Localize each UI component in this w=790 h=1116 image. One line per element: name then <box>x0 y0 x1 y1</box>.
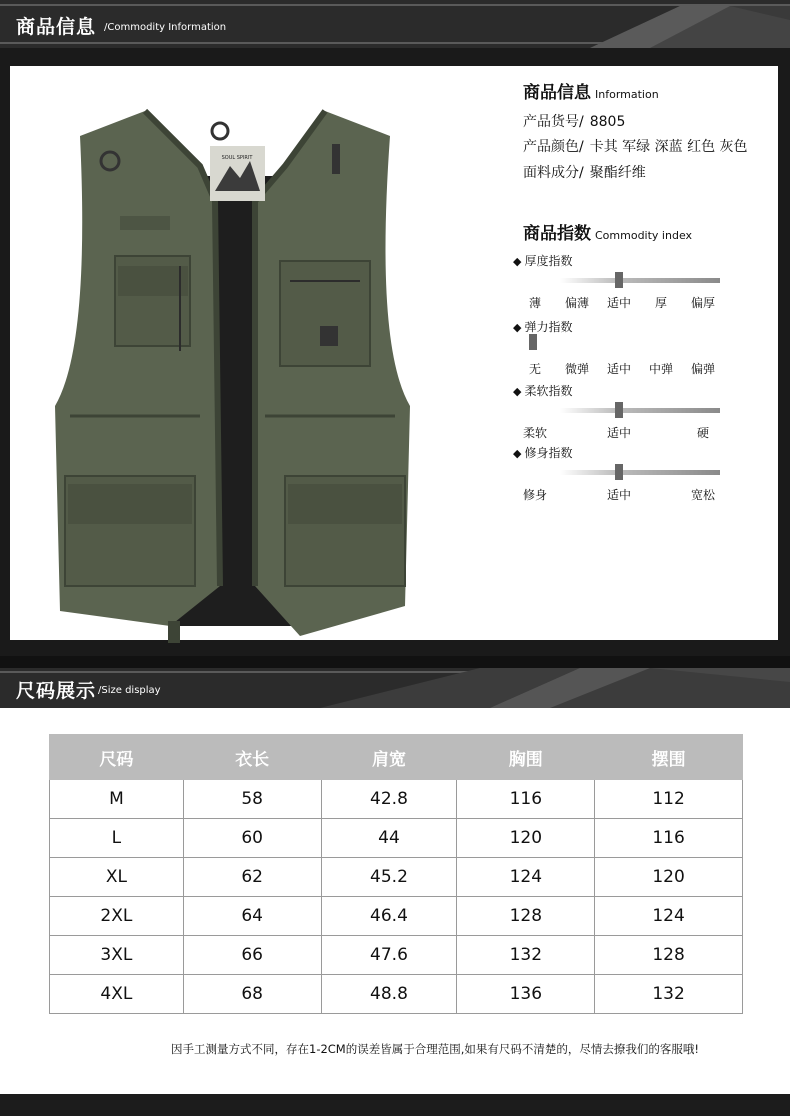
svg-text:SOUL SPIRIT: SOUL SPIRIT <box>221 155 253 161</box>
index-label <box>513 318 572 335</box>
index-tick-label: 适中 <box>606 296 632 310</box>
index-track <box>560 470 720 475</box>
diamond-bullet-icon: ◆ <box>513 447 522 460</box>
index-label <box>513 382 572 399</box>
index-tick-label: 厚 <box>654 296 668 310</box>
table-cell: 48.8 <box>321 975 457 1014</box>
info-line-sku <box>523 111 625 131</box>
table-cell: 66 <box>183 936 321 975</box>
size-display-title: 尺码展示 <box>16 680 97 702</box>
index-heading-en: Commodity index <box>595 229 693 242</box>
column-header: 尺码 <box>50 735 184 780</box>
commodity-info-header <box>0 0 790 48</box>
index-track <box>560 344 720 349</box>
info-value: 卡其 军绿 深蓝 红色 灰色 <box>589 139 748 155</box>
column-header: 胸围 <box>457 735 595 780</box>
table-row <box>50 819 743 858</box>
info-heading-cn: 商品信息 <box>523 83 591 103</box>
info-heading-en: Information <box>595 88 659 101</box>
index-tick-label: 适中 <box>606 488 632 502</box>
footer-bar <box>0 1094 790 1116</box>
table-cell: 60 <box>183 819 321 858</box>
index-knob <box>615 464 623 480</box>
table-cell: 64 <box>183 897 321 936</box>
table-cell: 116 <box>595 819 743 858</box>
index-tick-label: 适中 <box>606 426 632 440</box>
table-row <box>50 858 743 897</box>
table-cell: 47.6 <box>321 936 457 975</box>
table-cell: 124 <box>457 858 595 897</box>
index-knob <box>615 272 623 288</box>
index-tick-label: 无 <box>528 362 542 376</box>
size-table-body <box>50 780 743 1014</box>
table-row <box>50 780 743 819</box>
table-cell: 128 <box>457 897 595 936</box>
info-label: 产品货号/ <box>523 114 584 130</box>
table-cell: 3XL <box>50 936 184 975</box>
index-tick-label: 薄 <box>528 296 542 310</box>
info-line-colors <box>523 136 748 156</box>
index-tick-label: 硬 <box>696 426 710 440</box>
column-header: 摆围 <box>595 735 743 780</box>
table-cell: 45.2 <box>321 858 457 897</box>
table-cell: 2XL <box>50 897 184 936</box>
diamond-bullet-icon: ◆ <box>513 321 522 334</box>
table-cell: 4XL <box>50 975 184 1014</box>
index-track <box>560 278 720 283</box>
table-cell: 68 <box>183 975 321 1014</box>
index-tick-label: 宽松 <box>690 488 716 502</box>
info-label: 面料成分/ <box>523 165 584 181</box>
index-tick-label: 柔软 <box>522 426 548 440</box>
size-display-header <box>0 668 790 708</box>
info-value: 8805 <box>589 114 626 130</box>
table-cell: XL <box>50 858 184 897</box>
table-cell: 132 <box>457 936 595 975</box>
vest-product-image <box>50 106 430 651</box>
index-track <box>560 408 720 413</box>
index-label <box>513 252 572 269</box>
index-label-text: 柔软指数 <box>524 384 573 398</box>
table-cell: 120 <box>457 819 595 858</box>
table-cell: 44 <box>321 819 457 858</box>
index-knob <box>529 334 537 350</box>
measurement-note: 因手工测量方式不同，存在1-2CM的误差皆属于合理范围,如果有尺码不清楚的，尽情去撩我们的客服哦! <box>171 1042 699 1056</box>
index-label <box>513 444 572 461</box>
table-cell: 58 <box>183 780 321 819</box>
index-tick-label: 偏薄 <box>564 296 590 310</box>
header-facet-decoration <box>320 668 790 708</box>
info-value: 聚酯纤维 <box>589 165 646 181</box>
table-cell: 112 <box>595 780 743 819</box>
index-tick-label: 偏厚 <box>690 296 716 310</box>
table-cell: 124 <box>595 897 743 936</box>
table-cell: 42.8 <box>321 780 457 819</box>
index-heading-cn: 商品指数 <box>523 224 591 244</box>
size-table <box>49 734 743 1014</box>
table-cell: 132 <box>595 975 743 1014</box>
table-row <box>50 936 743 975</box>
size-table-header-row <box>50 735 743 780</box>
table-row <box>50 897 743 936</box>
section-divider <box>0 656 790 668</box>
diamond-bullet-icon: ◆ <box>513 385 522 398</box>
index-tick-label: 偏弹 <box>690 362 716 376</box>
commodity-info-subtitle: /Commodity Information <box>104 22 227 33</box>
index-label-text: 修身指数 <box>524 446 573 460</box>
table-row <box>50 975 743 1014</box>
index-tick-label: 修身 <box>522 488 548 502</box>
table-cell: 116 <box>457 780 595 819</box>
header-facet-decoration <box>530 0 790 48</box>
index-knob <box>615 402 623 418</box>
product-panel <box>10 66 778 640</box>
index-tick-label: 微弹 <box>564 362 590 376</box>
index-heading <box>523 219 692 244</box>
size-display-subtitle: /Size display <box>98 685 161 696</box>
table-cell: 62 <box>183 858 321 897</box>
index-tick-label: 中弹 <box>648 362 674 376</box>
index-label-text: 厚度指数 <box>524 254 573 268</box>
table-cell: L <box>50 819 184 858</box>
table-cell: M <box>50 780 184 819</box>
column-header: 衣长 <box>183 735 321 780</box>
column-header: 肩宽 <box>321 735 457 780</box>
info-label: 产品颜色/ <box>523 139 584 155</box>
table-cell: 128 <box>595 936 743 975</box>
table-cell: 136 <box>457 975 595 1014</box>
index-tick-label: 适中 <box>606 362 632 376</box>
table-cell: 46.4 <box>321 897 457 936</box>
table-cell: 120 <box>595 858 743 897</box>
commodity-info-title: 商品信息 <box>16 16 97 38</box>
info-line-fabric <box>523 162 646 182</box>
diamond-bullet-icon: ◆ <box>513 255 522 268</box>
info-heading <box>523 78 659 103</box>
index-label-text: 弹力指数 <box>524 320 573 334</box>
